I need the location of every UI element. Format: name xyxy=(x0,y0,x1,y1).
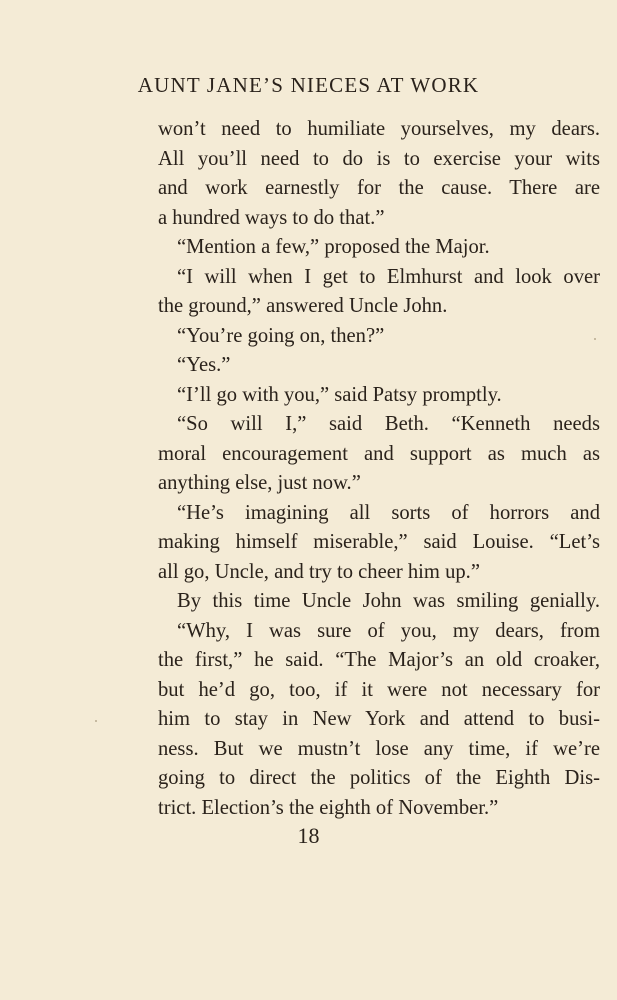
text-line: and work earnestly for the cause. There are xyxy=(158,177,600,199)
text-line: won’t need to humiliate yourselves, my dears. xyxy=(158,118,600,140)
text-line: “He’s imagining all sorts of horrors and xyxy=(177,501,600,524)
text-line: the first,” he said. “The Major’s an old croaker, xyxy=(158,649,600,671)
body-text xyxy=(158,115,600,823)
text-line: anything else, just now.” xyxy=(158,472,361,494)
text-line: All you’ll need to do is to exercise your wits xyxy=(158,147,600,170)
page-number: 18 xyxy=(297,823,320,848)
text-line: “I will when I get to Elmhurst and look over xyxy=(177,265,600,288)
text-line: “I’ll go with you,” said Patsy promptly. xyxy=(177,383,502,406)
text-line: all go, Uncle, and try to cheer him up.” xyxy=(158,560,480,583)
running-head: AUNT JANE’S NIECES AT WORK xyxy=(137,73,480,97)
text-line: going to direct the politics of the Eighth Dis- xyxy=(158,767,600,789)
text-line: “So will I,” said Beth. “Kenneth needs xyxy=(177,413,600,435)
text-line: making himself miserable,” said Louise. “Let’s xyxy=(158,531,600,553)
text-line: moral encouragement and support as much as xyxy=(158,442,600,465)
text-line: the ground,” answered Uncle John. xyxy=(158,295,448,317)
text-line: “You’re going on, then?” xyxy=(177,324,385,347)
text-line: By this time Uncle John was smiling genially. xyxy=(177,590,600,612)
text-line: but he’d go, too, if it were not necessary for xyxy=(158,678,600,701)
text-line: ness. But we mustn’t lose any time, if we’re xyxy=(158,737,600,760)
text-line: “Mention a few,” proposed the Major. xyxy=(177,236,490,258)
text-line: “Why, I was sure of you, my dears, from xyxy=(177,619,600,642)
text-line: trict. Election’s the eighth of November.” xyxy=(158,796,499,819)
text-line: a hundred ways to do that.” xyxy=(158,206,385,229)
text-line: him to stay in New York and attend to busi- xyxy=(158,708,600,730)
text-line: “Yes.” xyxy=(177,354,231,376)
paper-speck xyxy=(95,720,97,722)
paper-speck xyxy=(594,338,596,340)
